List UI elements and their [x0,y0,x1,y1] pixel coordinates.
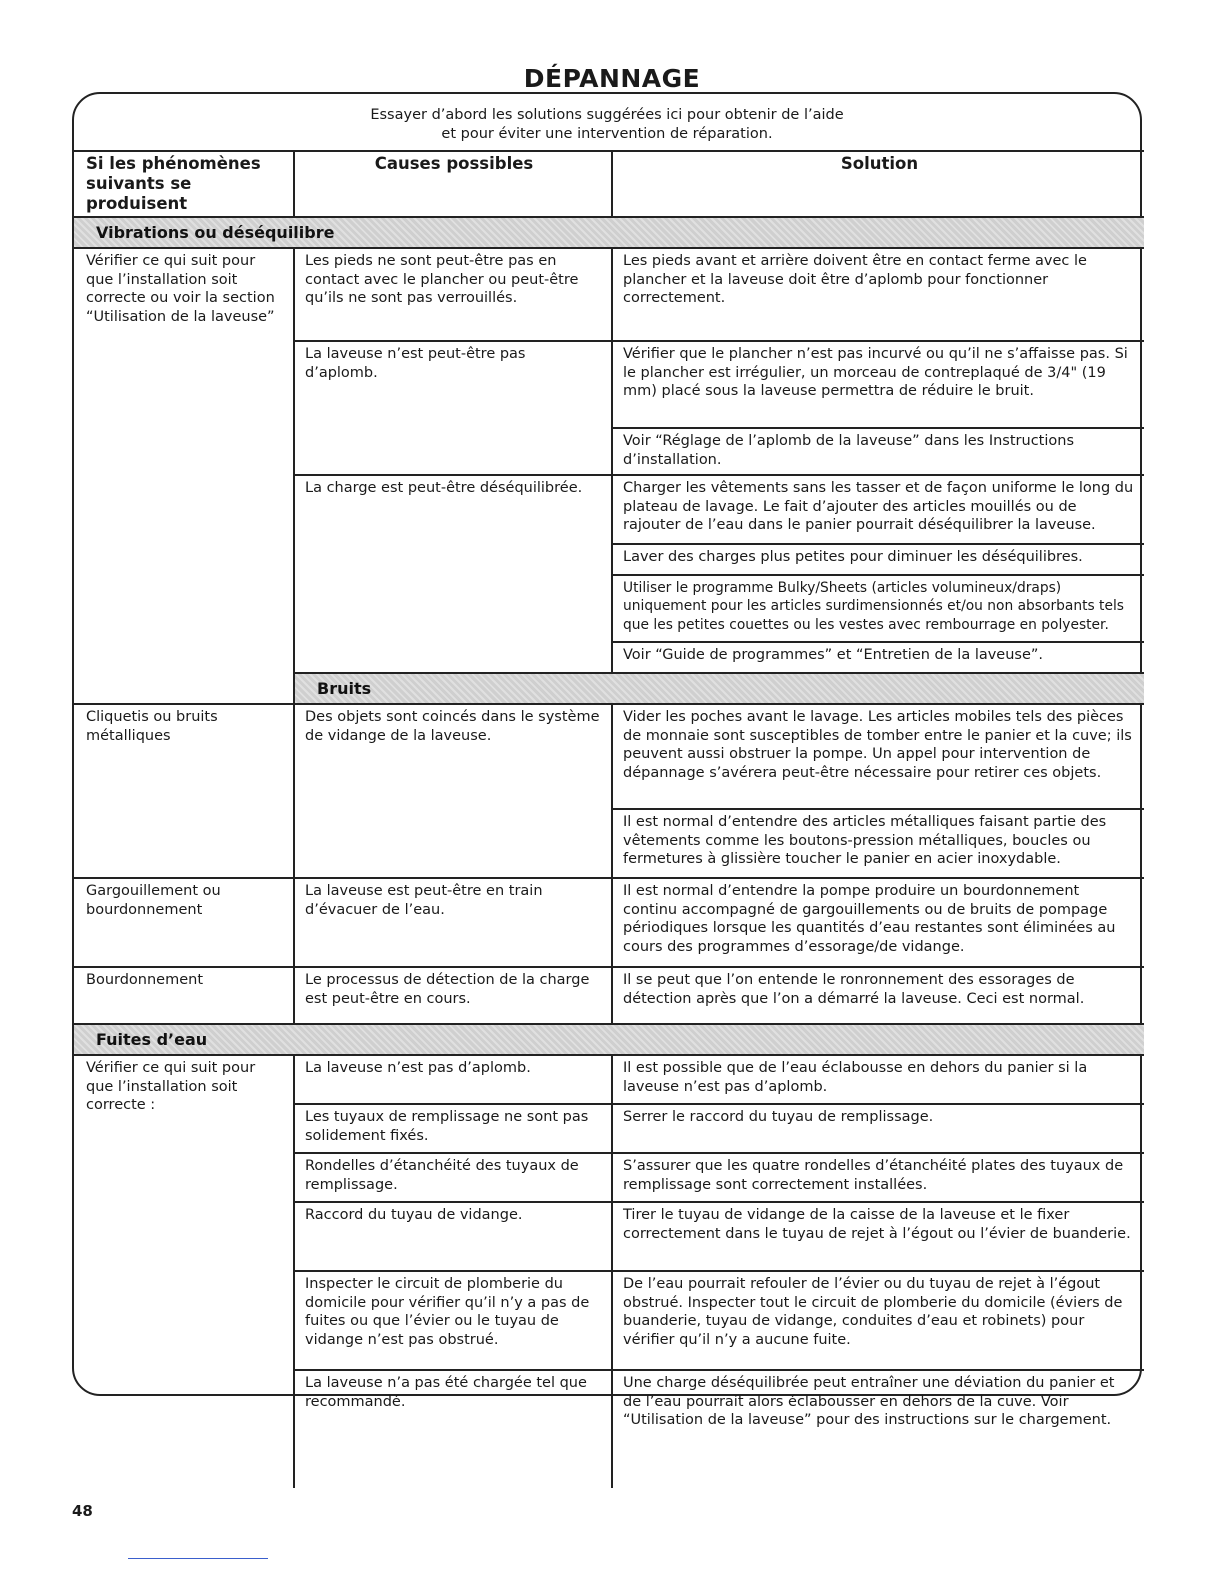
page-title: DÉPANNAGE [523,64,701,93]
solution-cell: S’assurer que les quatre rondelles d’étanchéité plates des tuyaux de remplissage sont correctement installées. [612,1153,1144,1202]
section-label: Vibrations ou déséquilibre [74,217,1144,248]
section-header-vibrations [74,217,1144,248]
table-row [74,967,1144,1024]
troubleshooting-table [74,150,1144,1488]
table-row [74,248,1144,341]
header-phenomena: Si les phénomènes suivants se produisent [74,151,294,217]
cause-cell: La laveuse n’est peut-être pas d’aplomb. [294,341,612,475]
solution-cell: Il est normal d’entendre la pompe produire un bourdonnement continu accompagné de gargouillements ou de bruits de pompage périodiques lorsque les quantités d’eau restantes sont éliminées au cours des programmes d’essorage/de vidange. [612,878,1144,967]
solution-cell: Voir “Réglage de l’aplomb de la laveuse” dans les Instructions d’installation. [612,428,1144,475]
cause-cell: La laveuse est peut-être en train d’évacuer de l’eau. [294,878,612,967]
phenomenon-cell: Vérifier ce qui suit pour que l’installation soit correcte ou voir la section “Utilisation de la laveuse” [74,248,294,704]
footer-divider [128,1558,268,1559]
cause-cell: Raccord du tuyau de vidange. [294,1202,612,1271]
phenomenon-cell: Vérifier ce qui suit pour que l’installation soit correcte : [74,1055,294,1488]
cause-cell: Inspecter le circuit de plomberie du domicile pour vérifier qu’il n’y a pas de fuites ou que l’évier ou le tuyau de vidange n’est pas obstrué. [294,1271,612,1370]
cause-cell: Les tuyaux de remplissage ne sont pas solidement fixés. [294,1104,612,1153]
section-label: Fuites d’eau [74,1024,1144,1055]
solution-cell: Il est possible que de l’eau éclabousse en dehors du panier si la laveuse n’est pas d’aplomb. [612,1055,1144,1104]
section-label: Bruits [294,673,1144,704]
cause-cell: La laveuse n’est pas d’aplomb. [294,1055,612,1104]
table-row [74,1055,1144,1104]
solution-cell: Utiliser le programme Bulky/Sheets (articles volumineux/draps) uniquement pour les articles surdimensionnés et/ou non absorbants tels que les petites couettes ou les vestes avec rembourrage en polyester. [612,575,1144,642]
solution-cell: Vider les poches avant le lavage. Les articles mobiles tels des pièces de monnaie sont susceptibles de tomber entre le panier et la cuve; ils peuvent aussi obstruer la pompe. Un appel pour intervention de dépannage s’avérera peut-être nécessaire pour retirer ces objets. [612,704,1144,809]
solution-cell: Laver des charges plus petites pour diminuer les déséquilibres. [612,544,1144,575]
solution-cell: Les pieds avant et arrière doivent être en contact ferme avec le plancher et la laveuse doit être d’aplomb pour fonctionner correctement. [612,248,1144,341]
cause-cell: Rondelles d’étanchéité des tuyaux de remplissage. [294,1153,612,1202]
table-row [74,704,1144,809]
table-row [74,878,1144,967]
solution-cell: Voir “Guide de programmes” et “Entretien de la laveuse”. [612,642,1144,673]
cause-cell: Des objets sont coincés dans le système de vidange de la laveuse. [294,704,612,878]
intro-line-2: et pour éviter une intervention de réparation. [441,126,773,142]
table-header-row [74,151,1144,217]
intro-line-1: Essayer d’abord les solutions suggérées ici pour obtenir de l’aide [370,107,844,123]
cause-cell: Les pieds ne sont peut-être pas en contact avec le plancher ou peut-être qu’ils ne sont pas verrouillés. [294,248,612,341]
solution-cell: Tirer le tuyau de vidange de la caisse de la laveuse et le fixer correctement dans le tuyau de rejet à l’égout ou l’évier de buanderie. [612,1202,1144,1271]
phenomenon-cell: Gargouillement ou bourdonnement [74,878,294,967]
section-header-fuites [74,1024,1144,1055]
solution-cell: Il est normal d’entendre des articles métalliques faisant partie des vêtements comme les boutons-pression métalliques, boucles ou fermetures à glissière toucher le panier en acier inoxydable. [612,809,1144,878]
solution-cell: De l’eau pourrait refouler de l’évier ou du tuyau de rejet à l’égout obstrué. Inspecter tout le circuit de plomberie du domicile (éviers de buanderie, tuyau de vidange, conduites d’eau et robinets) pour vérifier qu’il n’y a aucune fuite. [612,1271,1144,1370]
solution-cell: Il se peut que l’on entende le ronronnement des essorages de détection après que l’on a démarré la laveuse. Ceci est normal. [612,967,1144,1024]
solution-cell: Serrer le raccord du tuyau de remplissage. [612,1104,1144,1153]
header-causes: Causes possibles [294,151,612,217]
cause-cell: Le processus de détection de la charge est peut-être en cours. [294,967,612,1024]
phenomenon-cell: Cliquetis ou bruits métalliques [74,704,294,878]
solution-cell: Vérifier que le plancher n’est pas incurvé ou qu’il ne s’affaisse pas. Si le plancher est irrégulier, un morceau de contreplaqué de 3/4" (19 mm) placé sous la laveuse permettra de réduire le bruit. [612,341,1144,428]
phenomenon-cell: Bourdonnement [74,967,294,1024]
cause-cell: La charge est peut-être déséquilibrée. [294,475,612,673]
solution-cell: Charger les vêtements sans les tasser et de façon uniforme le long du plateau de lavage. Le fait d’ajouter des articles mouillés ou de rajouter de l’eau dans le panier pourrait déséquilibrer la laveuse. [612,475,1144,544]
solution-cell: Une charge déséquilibrée peut entraîner une déviation du panier et de l’eau pourrait alors éclabousser en dehors de la cuve. Voir “Utilisation de la laveuse” pour des instructions sur le chargement. [612,1370,1144,1488]
troubleshooting-panel [72,92,1142,1429]
intro-text [74,106,1140,144]
header-solution: Solution [612,151,1144,217]
page-number: 48 [72,1502,93,1520]
cause-cell: La laveuse n’a pas été chargée tel que recommandé. [294,1370,612,1488]
